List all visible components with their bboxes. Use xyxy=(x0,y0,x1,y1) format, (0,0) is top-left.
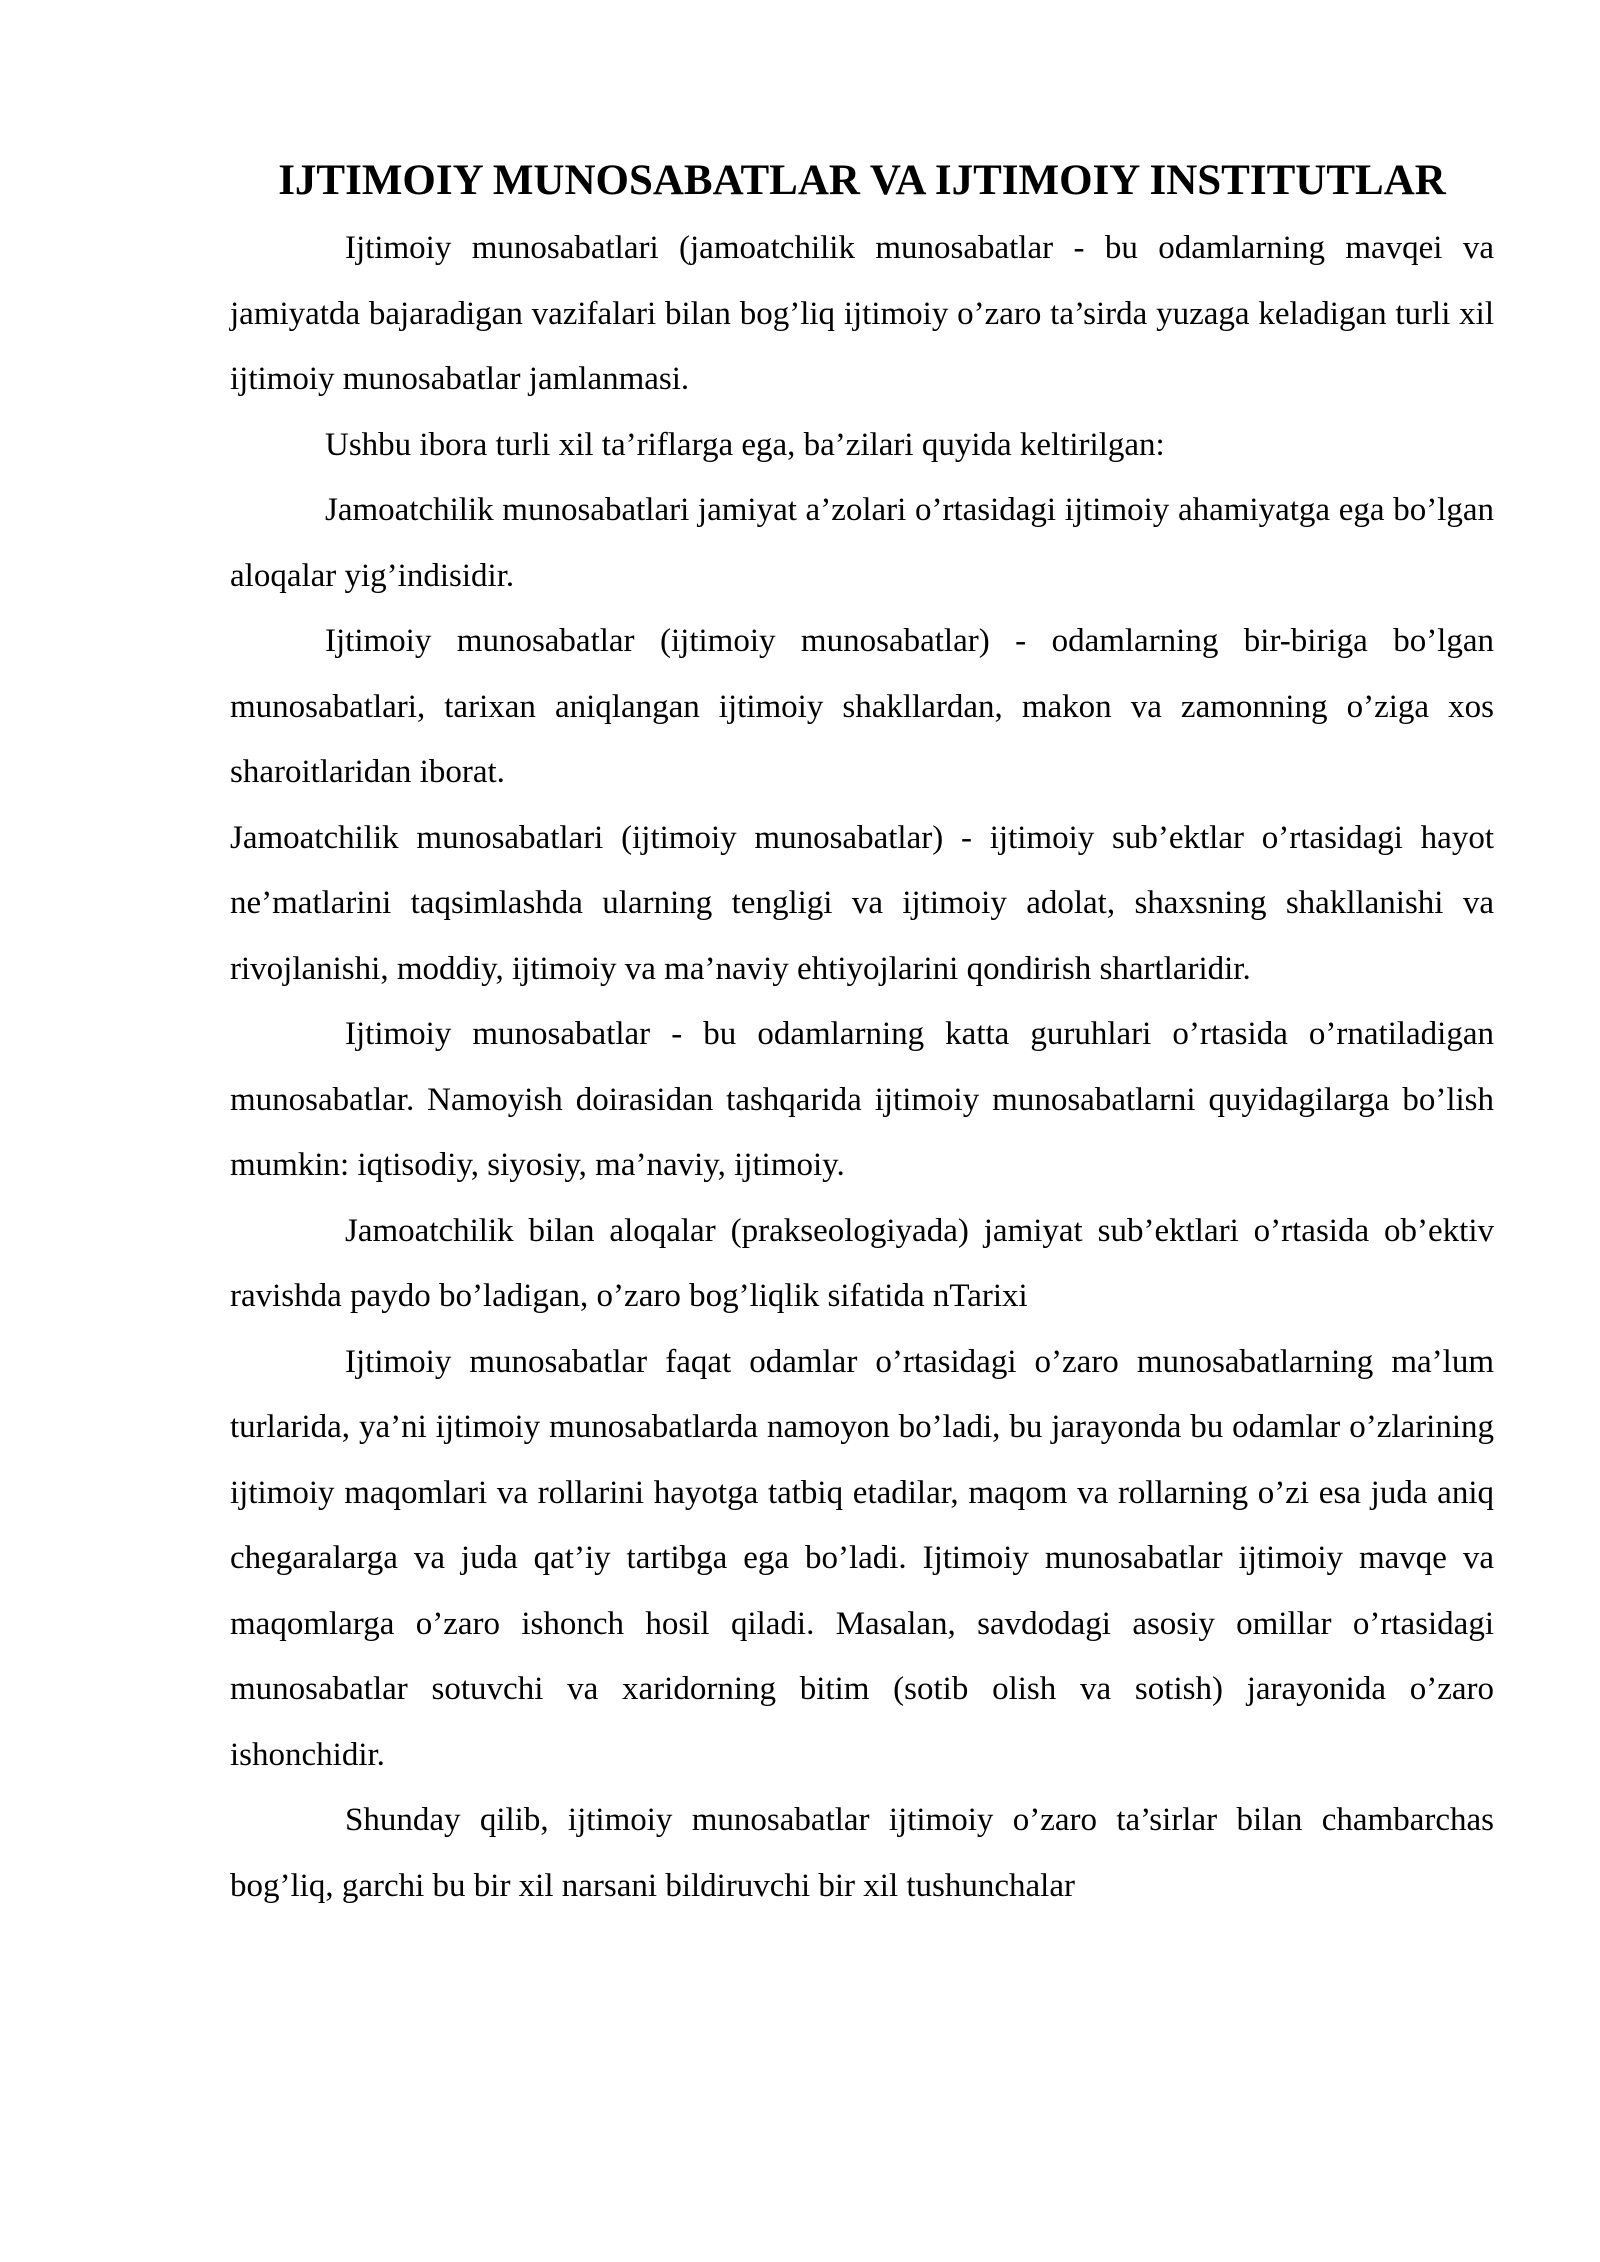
paragraph-7: Jamoatchilik bilan aloqalar (prakseologiyada) jamiyat sub’ektlari o’rtasida ob’ektiv ravishda paydo bo’ladigan, o’zaro bog’liqlik sifatida nTarixi xyxy=(230,1212,1494,1314)
paragraph-6: Ijtimoiy munosabatlar - bu odamlarning katta guruhlari o’rtasida o’rnatiladigan munosabatlar. Namoyish doirasidan tashqarida ijtimoiy munosabatlarni quyidagilarga bo’lish mumkin: iqtisodiy, siyosiy, ma’naviy, ijtimoiy. xyxy=(230,1016,1494,1183)
paragraph-9: Shunday qilib, ijtimoiy munosabatlar ijtimoiy o’zaro ta’sirlar bilan chambarchas bog’liq, garchi bu bir xil narsani bildiruvchi bir xil tushunchalar xyxy=(230,1802,1494,1904)
paragraph-2: Ushbu ibora turli xil ta’riflarga ega, ba’zilari quyida keltirilgan: xyxy=(325,426,1165,463)
paragraph-4: Ijtimoiy munosabatlar (ijtimoiy munosabatlar) - odamlarning bir-biriga bo’lgan munosabatlari, tarixan aniqlangan ijtimoiy shakllardan, makon va zamonning o’ziga xos sharoitlaridan iborat. xyxy=(230,623,1494,790)
document-body xyxy=(230,150,1494,1919)
paragraph-1: Ijtimoiy munosabatlari (jamoatchilik munosabatlar - bu odamlarning mavqei va jamiyatda bajaradigan vazifalari bilan bog’liq ijtimoiy o’zaro ta’sirda yuzaga keladigan turli xil ijtimoiy munosabatlar jamlanmasi. xyxy=(230,230,1494,397)
paragraph-3: Jamoatchilik munosabatlari jamiyat a’zolari o’rtasidagi ijtimoiy ahamiyatga ega bo’lgan aloqalar yig’indisidir. xyxy=(230,492,1494,594)
document-title: IJTIMOIY MUNOSABATLAR VA IJTIMOIY INSTITUTLAR xyxy=(278,157,1446,204)
paragraph-5: Jamoatchilik munosabatlari (ijtimoiy munosabatlar) - ijtimoiy sub’ektlar o’rtasidagi hayot ne’matlarini taqsimlashda ularning tengligi va ijtimoiy adolat, shaxsning shakllanishi va rivojlanishi, moddiy, ijtimoiy va ma’naviy ehtiyojlarini qondirish shartlaridir. xyxy=(230,819,1494,987)
paragraph-8: Ijtimoiy munosabatlar faqat odamlar o’rtasidagi o’zaro munosabatlarning ma’lum turlarida, ya’ni ijtimoiy munosabatlarda namoyon bo’ladi, bu jarayonda bu odamlar o’zlarining ijtimoiy maqomlari va rollarini hayotga tatbiq etadilar, maqom va rollarning o’zi esa juda aniq chegaralarga va juda qat’iy tartibga ega bo’ladi. Ijtimoiy munosabatlar ijtimoiy mavqe va maqomlarga o’zaro ishonch hosil qiladi. Masalan, savdodagi asosiy omillar o’rtasidagi munosabatlar sotuvchi va xaridorning bitim (sotib olish va sotish) jarayonida o’zaro ishonchidir. xyxy=(230,1343,1494,1773)
